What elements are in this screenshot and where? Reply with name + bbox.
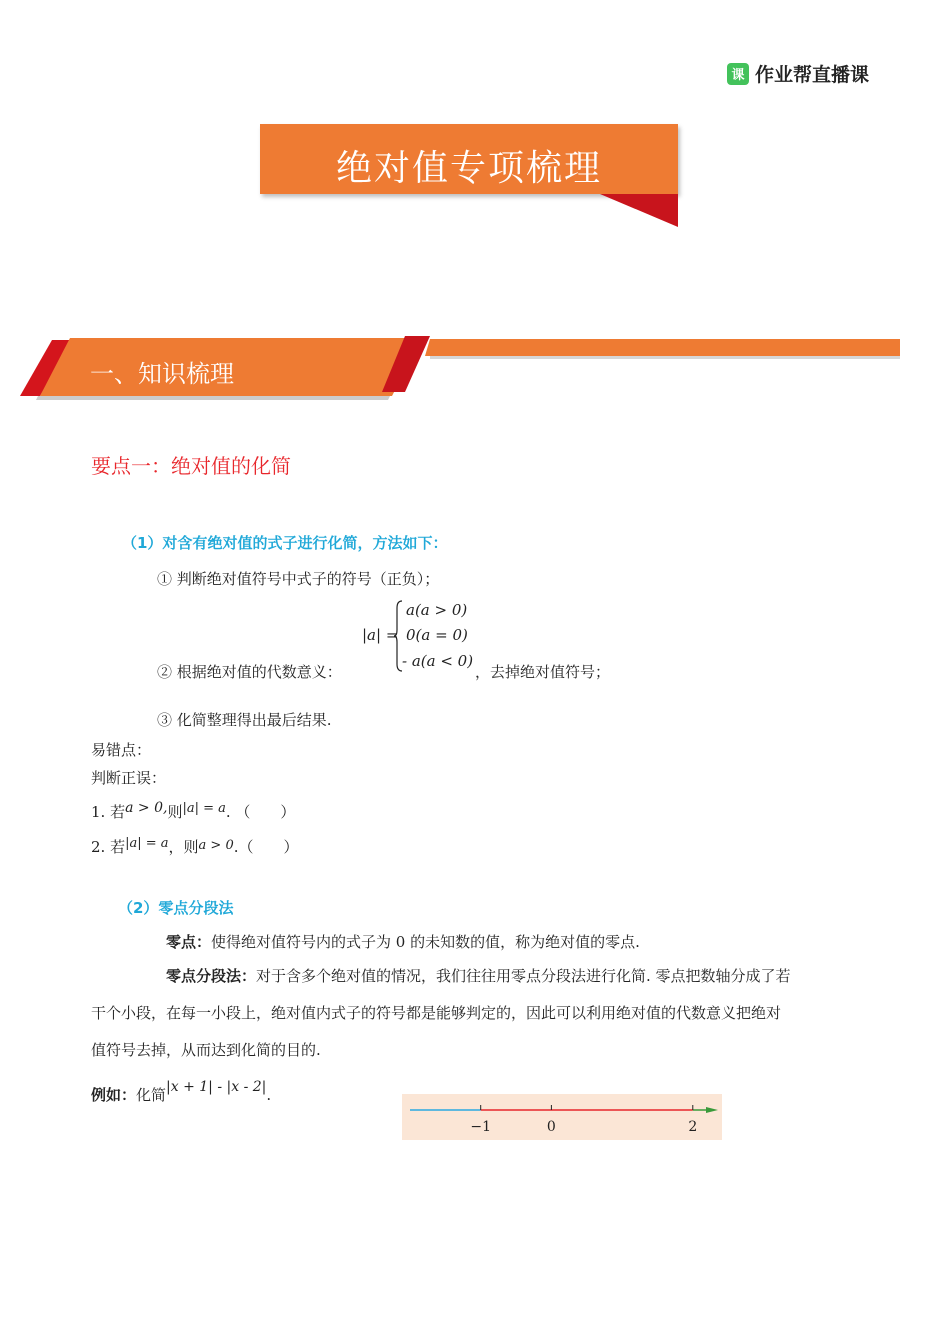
q1-blank: . （ ） [225, 803, 296, 821]
method-label: 零点分段法： [166, 967, 257, 985]
number-line-background [402, 1094, 722, 1140]
formula-case-3: - a(a < 0) [402, 652, 474, 670]
zero-definition [166, 932, 640, 952]
q2-prefix: 2. 若 [91, 838, 126, 856]
q2-expression: a > 0 [198, 838, 234, 853]
formula-lhs: |a| = [362, 626, 399, 644]
example-text: 化简 [136, 1086, 167, 1104]
formula-case-2: 0(a = 0) [406, 626, 468, 644]
page-title: 绝对值专项梳理 [335, 148, 602, 189]
title-banner [260, 124, 680, 228]
number-line-tick-label: 0 [546, 1119, 556, 1135]
method-paragraph [91, 958, 881, 1069]
q1-expression: |a| = a [182, 801, 226, 816]
q1-prefix: 1. 若 [91, 803, 126, 821]
zero-label: 零点： [166, 933, 212, 951]
zero-def-text: 使得绝对值符号内的式子为 0 的未知数的值，称为绝对值的零点. [211, 933, 640, 951]
method-line-1 [91, 958, 881, 995]
question-1 [91, 802, 295, 824]
title-banner-bg [260, 124, 678, 194]
number-line [402, 1094, 722, 1140]
number-line-tick-label: −1 [470, 1119, 492, 1135]
pitfalls-label: 易错点： [91, 741, 152, 759]
step-2-prefix: ② 根据绝对值的代数意义： [157, 663, 342, 681]
example-expression: |x + 1| - |x - 2| [166, 1079, 267, 1095]
q2-blank: .（ ） [233, 838, 299, 856]
example [91, 1079, 272, 1106]
q2-then: ，则 [168, 838, 199, 856]
example-end: . [266, 1086, 272, 1104]
method-heading: （1）对含有绝对值的式子进行化简，方法如下： [122, 534, 448, 552]
question-2 [91, 837, 299, 859]
step-2-suffix: ，去掉绝对值符号； [475, 663, 611, 681]
piecewise-formula [362, 598, 482, 678]
brand-name: 作业帮直播课 [755, 64, 870, 86]
brand-logo [727, 60, 869, 87]
method-line-2: 干个小段，在每一小段上，绝对值内式子的符号都是能够判定的，因此可以利用绝对值的代数意义把绝对 [91, 1004, 782, 1022]
step-1: ① 判断绝对值符号中式子的符号（正负）； [157, 570, 440, 588]
title-banner-fold [600, 194, 680, 228]
q1-then: 则 [167, 803, 183, 821]
zero-method-heading: （2）零点分段法 [118, 899, 234, 917]
number-line-tick-label: 2 [688, 1119, 698, 1135]
step-3: ③ 化简整理得出最后结果. [157, 711, 332, 729]
formula-case-1: a(a > 0) [406, 601, 468, 619]
example-label: 例如： [91, 1086, 137, 1104]
method-line-1-text: 对于含多个绝对值的情况，我们往往用零点分段法进行化简. 零点把数轴分成了若 [256, 967, 791, 985]
judge-label: 判断正误： [91, 769, 167, 787]
method-line-3: 值符号去掉，从而达到化简的目的. [91, 1041, 321, 1059]
section-header [20, 336, 900, 402]
q2-condition: |a| = a [125, 836, 169, 851]
q1-condition: a > 0, [125, 800, 168, 816]
section-title: 一、知识梳理 [90, 360, 234, 388]
brand-icon: 课 [727, 63, 749, 85]
point-heading: 要点一：绝对值的化简 [91, 454, 291, 478]
